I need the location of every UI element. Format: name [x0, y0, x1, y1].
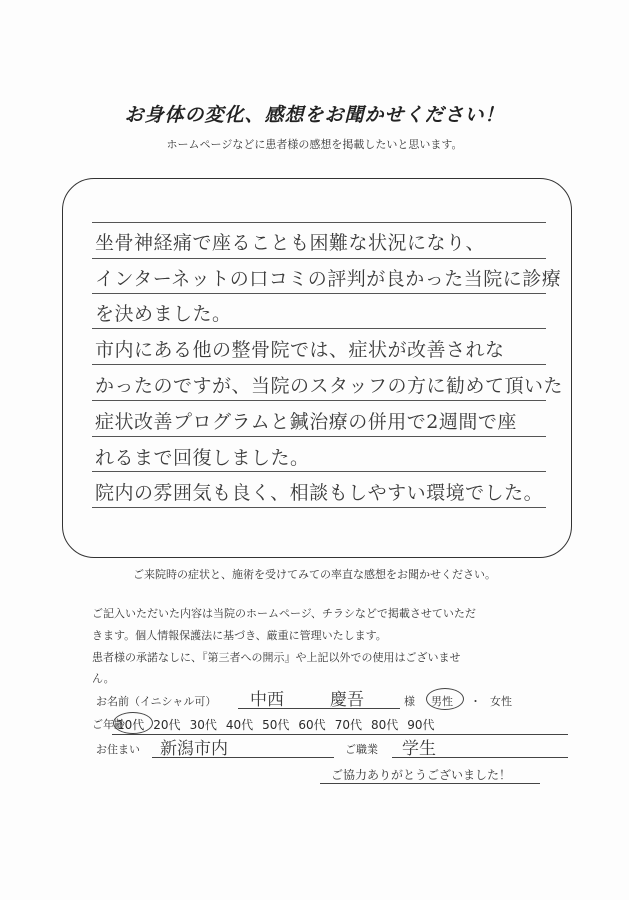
occupation-value: 学生 [402, 739, 436, 759]
age-option: 80代 [370, 718, 399, 732]
age-options [117, 716, 444, 733]
ruled-line [92, 328, 546, 329]
privacy-notice-line: ん。 [92, 672, 115, 685]
testimonial-line: かったのですが、当院のスタッフの方に勧めて頂いた [95, 375, 564, 397]
testimonial-line: れるまで回復しました。 [95, 447, 310, 469]
ruled-line [92, 507, 546, 508]
name-underline [238, 708, 400, 709]
testimonial-line: を決めました。 [95, 303, 232, 325]
gender-male-option: 男性 [431, 695, 453, 708]
address-label: お住まい [96, 743, 140, 756]
age-option: 10代 [117, 718, 145, 732]
ruled-line [92, 364, 546, 365]
age-option: 70代 [334, 718, 362, 732]
age-option: 90代 [407, 718, 435, 732]
age-option: 60代 [298, 718, 326, 732]
closing-underline [320, 783, 540, 784]
name-label: お名前（イニシャル可） [96, 695, 217, 708]
form-title: お身体の変化、感想をお聞かせください！ [124, 104, 505, 126]
address-underline [152, 757, 334, 758]
testimonial-line: インターネットの口コミの評判が良かった当院に診療 [95, 268, 562, 290]
ruled-line [92, 222, 546, 223]
privacy-notice-line: ご記入いただいた内容は当院のホームページ、チラシなどで掲載させていただ [92, 607, 476, 620]
privacy-notice-line: きます。個人情報保護法に基づき、厳重に管理いたします。 [92, 629, 387, 642]
address-value: 新潟市内 [160, 739, 228, 759]
occupation-underline [392, 757, 568, 758]
ruled-line [92, 293, 546, 294]
name-family-value: 中西 [250, 690, 284, 710]
gender-separator: ・ [470, 695, 481, 708]
gender-female-option: 女性 [490, 695, 512, 708]
ruled-line [92, 436, 546, 437]
ruled-line [92, 471, 546, 472]
ruled-line [92, 400, 546, 401]
privacy-notice-line: 患者様の承諾なしに、『第三者への開示』や上記以外での使用はございませ [92, 651, 461, 664]
age-option: 30代 [189, 718, 217, 732]
closing-message: ご協力ありがとうございました！ [331, 768, 512, 782]
form-subtitle: ホームページなどに患者様の感想を掲載したいと思います。 [166, 138, 463, 151]
ruled-line [92, 258, 546, 259]
testimonial-line: 市内にある他の整骨院では、症状が改善されな [95, 339, 505, 361]
testimonial-line: 坐骨神経痛で座ることも困難な状況になり、 [95, 232, 486, 254]
testimonial-line: 院内の雰囲気も良く、相談もしやすい環境でした。 [95, 482, 544, 504]
honorific-label: 様 [404, 695, 415, 708]
testimonial-line: 症状改善プログラムと鍼治療の併用で2週間で座 [95, 411, 517, 433]
age-option: 40代 [225, 718, 254, 732]
occupation-label: ご職業 [345, 743, 378, 756]
age-option: 20代 [153, 718, 181, 732]
feedback-prompt: ご来院時の症状と、施術を受けてみての率直な感想をお聞かせください。 [133, 568, 496, 581]
age-option: 50代 [262, 718, 290, 732]
age-label: ご年齢 [92, 718, 125, 731]
name-given-value: 慶吾 [330, 690, 364, 710]
